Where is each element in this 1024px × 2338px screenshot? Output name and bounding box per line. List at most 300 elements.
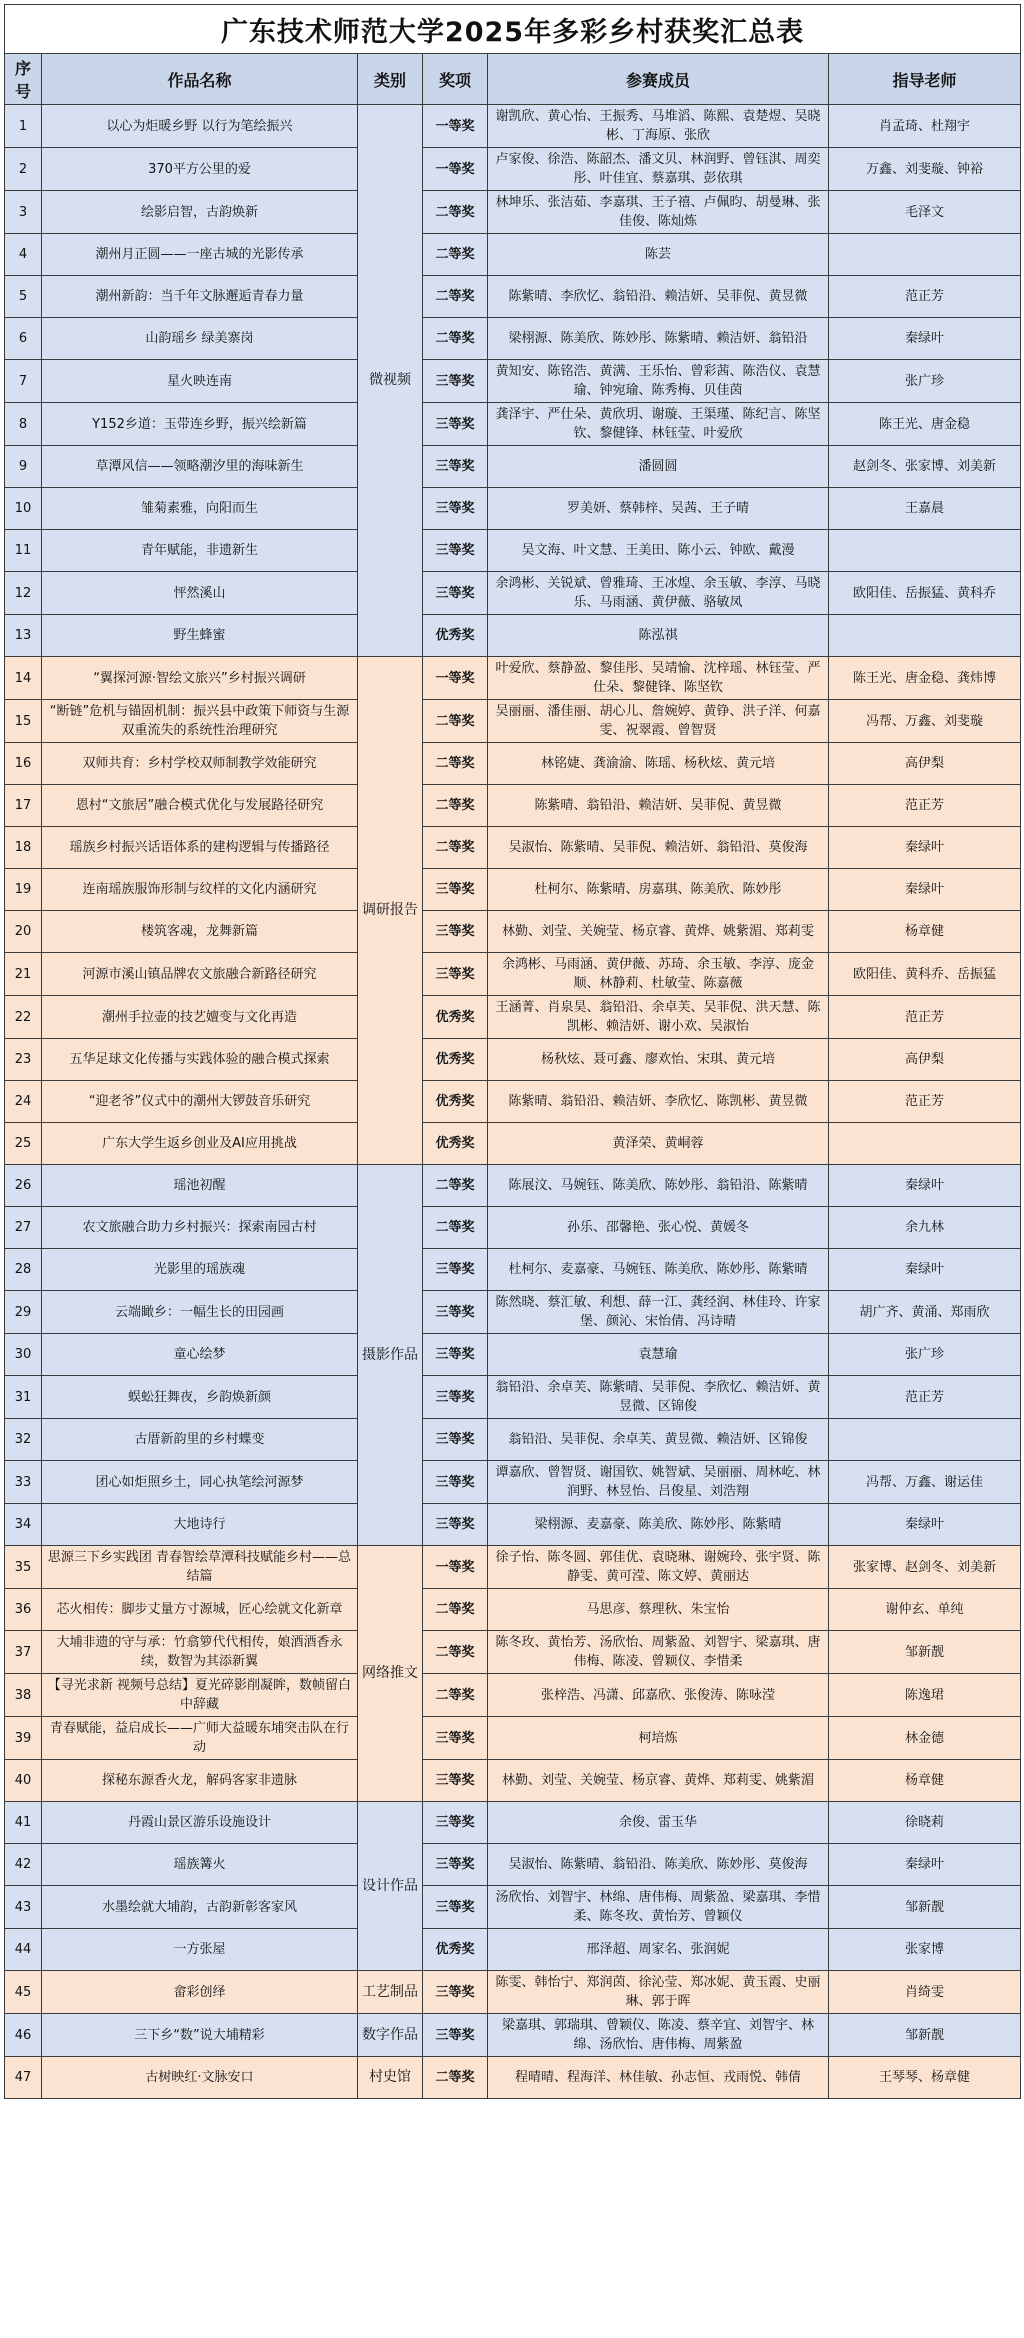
teacher: 冯帮、万鑫、谢运佳: [829, 1461, 1021, 1504]
award-level: 二等奖: [423, 191, 488, 234]
table-row: [5, 1546, 1021, 1589]
members: 卢家俊、徐浩、陈韶杰、潘文贝、林润野、曾钰淇、周奕彤、叶佳宜、蔡嘉琪、彭依琪: [488, 148, 829, 191]
table-row: [5, 1929, 1021, 1971]
award-level: 二等奖: [423, 743, 488, 785]
work-name: 怦然溪山: [42, 572, 358, 615]
award-level: 一等奖: [423, 105, 488, 148]
sheet-title: 广东技术师范大学2025年多彩乡村获奖汇总表: [5, 5, 1021, 54]
row-number: 13: [5, 615, 42, 657]
members: 陈冬玫、黄怡芳、汤欣怡、周紫盈、刘智宇、梁嘉琪、唐伟梅、陈凌、曾颖仪、李惜柔: [488, 1631, 829, 1674]
members: 杨秋炫、聂可鑫、廖欢怡、宋琪、黄元培: [488, 1039, 829, 1081]
table-row: [5, 1334, 1021, 1376]
teacher: 冯帮、万鑫、刘斐璇: [829, 700, 1021, 743]
row-number: 2: [5, 148, 42, 191]
teacher: [829, 1123, 1021, 1165]
award-level: 三等奖: [423, 446, 488, 488]
table-row: [5, 2057, 1021, 2099]
row-number: 38: [5, 1674, 42, 1717]
award-level: 三等奖: [423, 1504, 488, 1546]
award-level: 一等奖: [423, 1546, 488, 1589]
members: 杜柯尔、陈紫晴、房嘉琪、陈美欣、陈妙彤: [488, 869, 829, 911]
row-number: 44: [5, 1929, 42, 1971]
members: 张梓浩、冯潇、邱嘉欣、张俊涛、陈咏滢: [488, 1674, 829, 1717]
teacher: 张家博、赵剑冬、刘美新: [829, 1546, 1021, 1589]
members: 吴淑怡、陈紫晴、吴菲倪、赖洁妍、翁铅沿、莫俊海: [488, 827, 829, 869]
award-level: 三等奖: [423, 911, 488, 953]
category-cell: 村史馆: [358, 2057, 423, 2099]
work-name: 青春赋能，益启成长——广师大益暖东埔突击队在行动: [42, 1717, 358, 1760]
header-no: 序号: [5, 54, 42, 105]
table-row: [5, 191, 1021, 234]
table-row: [5, 1589, 1021, 1631]
members: 罗美妍、蔡韩梓、吴茜、王子晴: [488, 488, 829, 530]
teacher: 胡广齐、黄涌、郑雨欣: [829, 1291, 1021, 1334]
teacher: [829, 1419, 1021, 1461]
table-row: [5, 234, 1021, 276]
work-name: 370平方公里的爱: [42, 148, 358, 191]
teacher: 陈王光、唐金稳、龚炜博: [829, 657, 1021, 700]
members: 林铭婕、龚渝渝、陈瑶、杨秋炫、黄元培: [488, 743, 829, 785]
teacher: 杨章健: [829, 911, 1021, 953]
row-number: 9: [5, 446, 42, 488]
row-number: 45: [5, 1971, 42, 2014]
members: 邢泽超、周家名、张润妮: [488, 1929, 829, 1971]
award-level: 三等奖: [423, 488, 488, 530]
teacher: 高伊梨: [829, 743, 1021, 785]
row-number: 28: [5, 1249, 42, 1291]
teacher: 赵剑冬、张家博、刘美新: [829, 446, 1021, 488]
teacher: 秦绿叶: [829, 318, 1021, 360]
award-level: 二等奖: [423, 785, 488, 827]
work-name: 河源市溪山镇品牌农文旅融合新路径研究: [42, 953, 358, 996]
table-row: [5, 148, 1021, 191]
teacher: 陈逸珺: [829, 1674, 1021, 1717]
teacher: 秦绿叶: [829, 1165, 1021, 1207]
teacher: [829, 615, 1021, 657]
teacher: 邹新靓: [829, 1631, 1021, 1674]
work-name: 一方张屋: [42, 1929, 358, 1971]
award-level: 三等奖: [423, 1249, 488, 1291]
work-name: 思源三下乡实践团 青春智绘草潭科技赋能乡村——总结篇: [42, 1546, 358, 1589]
row-number: 32: [5, 1419, 42, 1461]
table-row: [5, 785, 1021, 827]
work-name: 芯火相传：脚步丈量方寸源城，匠心绘就文化新章: [42, 1589, 358, 1631]
members: 翁铅沿、吴菲倪、余卓芙、黄昱微、赖洁妍、区锦俊: [488, 1419, 829, 1461]
award-level: 三等奖: [423, 1461, 488, 1504]
table-row: [5, 530, 1021, 572]
teacher: 欧阳佳、岳振猛、黄科乔: [829, 572, 1021, 615]
row-number: 10: [5, 488, 42, 530]
members: 林勤、刘莹、关婉莹、杨京睿、黄烨、姚紫湄、郑莉雯: [488, 911, 829, 953]
teacher: 万鑫、刘斐璇、钟裕: [829, 148, 1021, 191]
row-number: 21: [5, 953, 42, 996]
work-name: 青年赋能，非遗新生: [42, 530, 358, 572]
work-name: 农文旅融合助力乡村振兴：探索南园古村: [42, 1207, 358, 1249]
teacher: 邹新靓: [829, 1886, 1021, 1929]
row-number: 24: [5, 1081, 42, 1123]
teacher: 王琴琴、杨章健: [829, 2057, 1021, 2099]
row-number: 31: [5, 1376, 42, 1419]
members: 陈展汶、马婉钰、陈美欣、陈妙彤、翁铅沿、陈紫晴: [488, 1165, 829, 1207]
table-row: [5, 827, 1021, 869]
row-number: 3: [5, 191, 42, 234]
teacher: 高伊梨: [829, 1039, 1021, 1081]
table-row: [5, 1631, 1021, 1674]
award-level: 三等奖: [423, 1334, 488, 1376]
work-name: 三下乡“数”说大埔精彩: [42, 2014, 358, 2057]
table-row: [5, 572, 1021, 615]
header-work-name: 作品名称: [42, 54, 358, 105]
work-name: 古厝新韵里的乡村蝶变: [42, 1419, 358, 1461]
table-row: [5, 276, 1021, 318]
row-number: 35: [5, 1546, 42, 1589]
work-name: 瑶族篝火: [42, 1844, 358, 1886]
work-name: 【寻光求新 视频号总结】夏光碎影削凝眸，数帧留白中辞藏: [42, 1674, 358, 1717]
category-cell: 工艺制品: [358, 1971, 423, 2014]
work-name: 潮州手拉壶的技艺嬗变与文化再造: [42, 996, 358, 1039]
table-row: [5, 700, 1021, 743]
members: 杜柯尔、麦嘉豪、马婉钰、陈美欣、陈妙彤、陈紫晴: [488, 1249, 829, 1291]
table-row: [5, 403, 1021, 446]
work-name: 双师共育：乡村学校双师制教学效能研究: [42, 743, 358, 785]
table-row: [5, 1123, 1021, 1165]
award-level: 三等奖: [423, 530, 488, 572]
members: 汤欣怡、刘智宇、林绵、唐伟梅、周紫盈、梁嘉琪、李惜柔、陈冬玫、黄怡芳、曾颖仪: [488, 1886, 829, 1929]
teacher: 范正芳: [829, 276, 1021, 318]
teacher: 徐晓莉: [829, 1802, 1021, 1844]
award-level: 二等奖: [423, 1207, 488, 1249]
members: 黄泽荣、黄峒蓉: [488, 1123, 829, 1165]
teacher: 范正芳: [829, 1081, 1021, 1123]
row-number: 27: [5, 1207, 42, 1249]
award-level: 一等奖: [423, 148, 488, 191]
table-row: [5, 996, 1021, 1039]
table-row: [5, 446, 1021, 488]
award-level: 二等奖: [423, 827, 488, 869]
header-teacher: 指导老师: [829, 54, 1021, 105]
work-name: 潮州新韵：当千年文脉邂逅青春力量: [42, 276, 358, 318]
award-level: 二等奖: [423, 2057, 488, 2099]
award-level: 三等奖: [423, 953, 488, 996]
work-name: 五华足球文化传播与实践体验的融合模式探索: [42, 1039, 358, 1081]
award-level: 三等奖: [423, 1971, 488, 2014]
members: 梁栩源、麦嘉豪、陈美欣、陈妙彤、陈紫晴: [488, 1504, 829, 1546]
row-number: 34: [5, 1504, 42, 1546]
row-number: 1: [5, 105, 42, 148]
row-number: 41: [5, 1802, 42, 1844]
work-name: 畲彩创绎: [42, 1971, 358, 2014]
table-row: [5, 1165, 1021, 1207]
members: 陈紫晴、翁铅沿、赖洁妍、李欣忆、陈凯彬、黄昱微: [488, 1081, 829, 1123]
category-cell: 调研报告: [358, 657, 423, 1165]
members: 黄知安、陈铭浩、黄满、王乐怡、曾彩茜、陈浩仪、袁慧瑜、钟宛瑜、陈秀梅、贝佳茵: [488, 360, 829, 403]
teacher: 范正芳: [829, 785, 1021, 827]
award-level: 二等奖: [423, 234, 488, 276]
work-name: 潮州月正圆——一座古城的光影传承: [42, 234, 358, 276]
award-level: 三等奖: [423, 1291, 488, 1334]
teacher: 杨章健: [829, 1760, 1021, 1802]
teacher: 秦绿叶: [829, 1504, 1021, 1546]
award-level: 三等奖: [423, 360, 488, 403]
members: 陈雯、韩怡宁、郑润茵、徐沁莹、郑冰妮、黄玉霞、史丽琳、郭于晖: [488, 1971, 829, 2014]
work-name: 探秘东源香火龙，解码客家非遗脉: [42, 1760, 358, 1802]
award-level: 优秀奖: [423, 996, 488, 1039]
members: 陈芸: [488, 234, 829, 276]
row-number: 22: [5, 996, 42, 1039]
members: 林勤、刘莹、关婉莹、杨京睿、黄烨、郑莉雯、姚紫湄: [488, 1760, 829, 1802]
members: 袁慧瑜: [488, 1334, 829, 1376]
category-cell: 微视频: [358, 105, 423, 657]
row-number: 43: [5, 1886, 42, 1929]
award-level: 二等奖: [423, 1165, 488, 1207]
teacher: [829, 234, 1021, 276]
table-row: [5, 1802, 1021, 1844]
members: 马思彦、蔡理秋、朱宝怡: [488, 1589, 829, 1631]
row-number: 14: [5, 657, 42, 700]
work-name: “迎老爷”仪式中的潮州大锣鼓音乐研究: [42, 1081, 358, 1123]
members: 梁栩源、陈美欣、陈妙彤、陈紫晴、赖洁妍、翁铅沿: [488, 318, 829, 360]
category-cell: 网络推文: [358, 1546, 423, 1802]
teacher: 谢仲玄、单纯: [829, 1589, 1021, 1631]
members: 叶爱欣、蔡静盈、黎佳彤、吴靖愉、沈梓瑶、林钰莹、严仕朵、黎健锋、陈坚钦: [488, 657, 829, 700]
table-row: [5, 1249, 1021, 1291]
teacher: 张家博: [829, 1929, 1021, 1971]
row-number: 20: [5, 911, 42, 953]
category-cell: 数字作品: [358, 2014, 423, 2057]
work-name: 绘影启智，古韵焕新: [42, 191, 358, 234]
row-number: 33: [5, 1461, 42, 1504]
award-level: 三等奖: [423, 1419, 488, 1461]
row-number: 39: [5, 1717, 42, 1760]
table-row: [5, 657, 1021, 700]
award-level: 二等奖: [423, 276, 488, 318]
work-name: 云端瞰乡：一幅生长的田园画: [42, 1291, 358, 1334]
award-level: 三等奖: [423, 403, 488, 446]
row-number: 40: [5, 1760, 42, 1802]
work-name: “翼探河源·智绘文旅兴”乡村振兴调研: [42, 657, 358, 700]
header-award: 奖项: [423, 54, 488, 105]
teacher: 肖孟琦、杜翔宇: [829, 105, 1021, 148]
row-number: 25: [5, 1123, 42, 1165]
work-name: 山韵瑶乡 绿美寨岗: [42, 318, 358, 360]
teacher: [829, 530, 1021, 572]
award-level: 优秀奖: [423, 1039, 488, 1081]
work-name: 广东大学生返乡创业及AI应用挑战: [42, 1123, 358, 1165]
table-row: [5, 1207, 1021, 1249]
work-name: 古树映红·文脉安口: [42, 2057, 358, 2099]
table-row: [5, 1760, 1021, 1802]
table-row: [5, 105, 1021, 148]
teacher: 陈王光、唐金稳: [829, 403, 1021, 446]
table-row: [5, 615, 1021, 657]
teacher: 范正芳: [829, 996, 1021, 1039]
award-level: 二等奖: [423, 1674, 488, 1717]
work-name: 雏菊素雅，向阳而生: [42, 488, 358, 530]
members: 陈然晓、蔡汇敏、利想、薛一江、龚经润、林佳玲、许家堡、颜沁、宋怡倩、冯诗晴: [488, 1291, 829, 1334]
header-members: 参赛成员: [488, 54, 829, 105]
work-name: 连南瑶族服饰形制与纹样的文化内涵研究: [42, 869, 358, 911]
members: 翁铅沿、余卓芙、陈紫晴、吴菲倪、李欣忆、赖洁妍、黄昱微、区锦俊: [488, 1376, 829, 1419]
teacher: 张广珍: [829, 360, 1021, 403]
table-row: [5, 1376, 1021, 1419]
teacher: 秦绿叶: [829, 1249, 1021, 1291]
work-name: 恩村“文旅居”融合模式优化与发展路径研究: [42, 785, 358, 827]
work-name: 大地诗行: [42, 1504, 358, 1546]
work-name: “断链”危机与锚固机制：振兴县中政策下师资与生源双重流失的系统性治理研究: [42, 700, 358, 743]
teacher: 秦绿叶: [829, 1844, 1021, 1886]
row-number: 46: [5, 2014, 42, 2057]
table-row: [5, 1717, 1021, 1760]
award-level: 优秀奖: [423, 1123, 488, 1165]
members: 柯培炼: [488, 1717, 829, 1760]
work-name: 瑶池初醒: [42, 1165, 358, 1207]
table-row: [5, 1419, 1021, 1461]
row-number: 17: [5, 785, 42, 827]
teacher: 毛泽文: [829, 191, 1021, 234]
award-level: 三等奖: [423, 1760, 488, 1802]
work-name: 大埔非遗的守与承：竹翕箩代代相传，娘酒酒香永续，数智为其添新翼: [42, 1631, 358, 1674]
category-cell: 设计作品: [358, 1802, 423, 1971]
work-name: 草潭风信——领略潮汐里的海味新生: [42, 446, 358, 488]
teacher: 林金德: [829, 1717, 1021, 1760]
teacher: 秦绿叶: [829, 827, 1021, 869]
row-number: 29: [5, 1291, 42, 1334]
award-rows: [5, 105, 1021, 2099]
members: 陈泓祺: [488, 615, 829, 657]
row-number: 12: [5, 572, 42, 615]
teacher: 张广珍: [829, 1334, 1021, 1376]
work-name: 童心绘梦: [42, 1334, 358, 1376]
row-number: 8: [5, 403, 42, 446]
award-table: [4, 4, 1021, 2099]
row-number: 6: [5, 318, 42, 360]
table-row: [5, 1504, 1021, 1546]
work-name: 以心为炬暖乡野 以行为笔绘振兴: [42, 105, 358, 148]
table-row: [5, 2014, 1021, 2057]
award-level: 二等奖: [423, 700, 488, 743]
row-number: 18: [5, 827, 42, 869]
row-number: 47: [5, 2057, 42, 2099]
table-row: [5, 360, 1021, 403]
table-row: [5, 488, 1021, 530]
work-name: 星火映连南: [42, 360, 358, 403]
work-name: 野生蜂蜜: [42, 615, 358, 657]
teacher: 余九林: [829, 1207, 1021, 1249]
row-number: 4: [5, 234, 42, 276]
row-number: 30: [5, 1334, 42, 1376]
members: 谭嘉欣、曾智贤、谢国钦、姚智斌、吴丽丽、周林屹、林润野、林昱怡、吕俊星、刘浩翔: [488, 1461, 829, 1504]
members: 余俊、雷玉华: [488, 1802, 829, 1844]
members: 潘圆圆: [488, 446, 829, 488]
award-level: 二等奖: [423, 1631, 488, 1674]
teacher: 欧阳佳、黄科乔、岳振猛: [829, 953, 1021, 996]
table-row: [5, 953, 1021, 996]
category-cell: 摄影作品: [358, 1165, 423, 1546]
members: 吴淑怡、陈紫晴、翁铅沿、陈美欣、陈妙彤、莫俊海: [488, 1844, 829, 1886]
work-name: 楼筑客魂，龙舞新篇: [42, 911, 358, 953]
members: 梁嘉琪、郭瑞琪、曾颖仪、陈凌、蔡辛宜、刘智宇、林绵、汤欣怡、唐伟梅、周紫盈: [488, 2014, 829, 2057]
award-level: 二等奖: [423, 318, 488, 360]
table-row: [5, 1674, 1021, 1717]
award-level: 三等奖: [423, 1844, 488, 1886]
members: 徐子怡、陈冬圆、郭佳优、袁晓琳、谢婉玲、张宇贤、陈静雯、黄可滢、陈文婷、黄丽达: [488, 1546, 829, 1589]
table-row: [5, 1971, 1021, 2014]
table-row: [5, 1039, 1021, 1081]
members: 吴丽丽、潘佳丽、胡心儿、詹婉婷、黄铮、洪子洋、何嘉雯、祝翠霞、曾智贤: [488, 700, 829, 743]
award-level: 三等奖: [423, 1886, 488, 1929]
members: 余鸿彬、关锐斌、曾雅琦、王冰煌、余玉敏、李淳、马晓乐、马雨涵、黄伊薇、骆敏凤: [488, 572, 829, 615]
table-row: [5, 318, 1021, 360]
row-number: 11: [5, 530, 42, 572]
row-number: 7: [5, 360, 42, 403]
members: 林坤乐、张洁茹、李嘉琪、王子禧、卢佩昀、胡曼琳、张佳俊、陈灿炼: [488, 191, 829, 234]
row-number: 5: [5, 276, 42, 318]
work-name: 团心如炬照乡土，同心执笔绘河源梦: [42, 1461, 358, 1504]
table-row: [5, 869, 1021, 911]
members: 吴文海、叶文慧、王美田、陈小云、钟欧、戴漫: [488, 530, 829, 572]
members: 龚泽宇、严仕朵、黄欣玥、谢璇、王渠瑾、陈纪言、陈坚钦、黎健锋、林钰莹、叶爱欣: [488, 403, 829, 446]
award-level: 三等奖: [423, 1802, 488, 1844]
row-number: 19: [5, 869, 42, 911]
teacher: 范正芳: [829, 1376, 1021, 1419]
teacher: 王嘉晨: [829, 488, 1021, 530]
members: 余鸿彬、马雨涵、黄伊薇、苏琦、余玉敏、李淳、庞金顺、林静莉、杜敏莹、陈嘉薇: [488, 953, 829, 996]
table-row: [5, 1844, 1021, 1886]
work-name: 水墨绘就大埔韵，古韵新彰客家风: [42, 1886, 358, 1929]
row-number: 36: [5, 1589, 42, 1631]
award-level: 三等奖: [423, 2014, 488, 2057]
members: 程晴晴、程海洋、林佳敏、孙志恒、戎雨悦、韩倩: [488, 2057, 829, 2099]
header-row: [5, 54, 1021, 105]
row-number: 15: [5, 700, 42, 743]
table-row: [5, 1291, 1021, 1334]
award-level: 三等奖: [423, 1376, 488, 1419]
members: 陈紫晴、李欣忆、翁铅沿、赖洁妍、吴菲倪、黄昱微: [488, 276, 829, 318]
teacher: 肖绮雯: [829, 1971, 1021, 2014]
row-number: 42: [5, 1844, 42, 1886]
row-number: 26: [5, 1165, 42, 1207]
table-row: [5, 1081, 1021, 1123]
teacher: 秦绿叶: [829, 869, 1021, 911]
members: 孙乐、邵馨艳、张心悦、黄媛冬: [488, 1207, 829, 1249]
work-name: 丹霞山景区游乐设施设计: [42, 1802, 358, 1844]
header-category: 类别: [358, 54, 423, 105]
work-name: Y152乡道：玉带连乡野，振兴绘新篇: [42, 403, 358, 446]
award-summary-sheet: [4, 4, 1020, 2099]
award-level: 优秀奖: [423, 615, 488, 657]
award-level: 优秀奖: [423, 1081, 488, 1123]
award-level: 优秀奖: [423, 1929, 488, 1971]
award-level: 二等奖: [423, 1589, 488, 1631]
work-name: 光影里的瑶族魂: [42, 1249, 358, 1291]
table-row: [5, 1461, 1021, 1504]
work-name: 瑶族乡村振兴话语体系的建构逻辑与传播路径: [42, 827, 358, 869]
award-level: 三等奖: [423, 572, 488, 615]
table-row: [5, 911, 1021, 953]
row-number: 16: [5, 743, 42, 785]
row-number: 23: [5, 1039, 42, 1081]
members: 王涵菁、肖泉昊、翁铅沿、余卓芙、吴菲倪、洪天慧、陈凯彬、赖洁妍、谢小欢、吴淑怡: [488, 996, 829, 1039]
members: 谢凯欣、黄心怡、王振秀、马堆滔、陈熙、袁楚煜、吴晓彬、丁海原、张欣: [488, 105, 829, 148]
table-row: [5, 1886, 1021, 1929]
teacher: 邹新靓: [829, 2014, 1021, 2057]
table-row: [5, 743, 1021, 785]
members: 陈紫晴、翁铅沿、赖洁妍、吴菲倪、黄昱微: [488, 785, 829, 827]
row-number: 37: [5, 1631, 42, 1674]
work-name: 蜈蚣狂舞夜，乡韵焕新颜: [42, 1376, 358, 1419]
award-level: 一等奖: [423, 657, 488, 700]
award-level: 三等奖: [423, 869, 488, 911]
